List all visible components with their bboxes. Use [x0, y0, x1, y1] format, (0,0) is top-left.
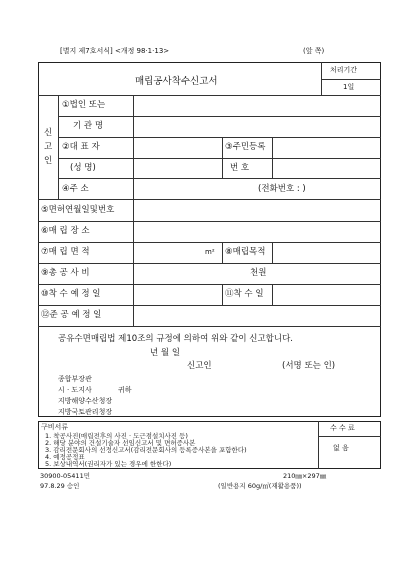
paper-size: 210㎜×297㎜: [283, 472, 327, 480]
address-field[interactable]: [134, 179, 380, 199]
agency-name-label: 기 관 명: [73, 121, 104, 131]
attachment-item-3: 3. 감리전문회사의 선정신고서(감리전문회사의 등록증사본을 포함한다): [45, 446, 247, 454]
honorific: 귀하: [118, 386, 132, 394]
signer-label: 신고인: [187, 361, 212, 371]
total-cost-field[interactable]: [134, 264, 380, 284]
form-title: 매립공사착수신고서: [135, 76, 218, 87]
license-date-label: ⑤면허연월일및번호: [41, 205, 115, 215]
processing-period-value: 1일: [343, 83, 355, 91]
attachment-item-5: 5. 보상내역서(권리자가 있는 경우에 한한다): [45, 460, 172, 468]
location-label: ⑥매 립 장 소: [41, 226, 90, 236]
purpose-label: ⑧매립목적: [225, 247, 266, 257]
planned-start-field[interactable]: [134, 285, 221, 305]
applicant-side-label-3: 인: [44, 156, 53, 166]
planned-completion-label: ⑫준 공 예 정 일: [41, 310, 102, 320]
approval-date: 97.8.29 승인: [40, 482, 80, 490]
resident-reg-label: ③주민등록: [225, 142, 266, 152]
processing-period-label: 처리기간: [330, 66, 358, 74]
attachment-item-4: 4. 예정공정표: [45, 453, 85, 461]
representative-field[interactable]: [134, 138, 221, 158]
attachment-item-2: 2. 해당 분야의 건설기술자 선임신고서 및 면허증사본: [45, 439, 196, 447]
area-unit: m²: [205, 248, 215, 256]
address-label: ④주 소: [62, 184, 89, 194]
form-reference: [별지 제7호서식] <개정 98·1·13>: [60, 47, 170, 55]
corp-name-field[interactable]: [134, 96, 380, 116]
fee-value: 없 음: [333, 444, 349, 452]
attachment-item-1: 1. 착공사진(매립전후의 사진 · 도근점설치사진 등): [45, 432, 188, 440]
declaration-statement: 공유수면매립법 제10조의 규정에 의하여 위와 같이 신고합니다.: [58, 334, 294, 344]
planned-start-label: ⑩착 수 예 정 일: [41, 289, 101, 299]
agency-name-field[interactable]: [134, 117, 380, 137]
corp-name-label: ①법인 또는: [62, 100, 106, 110]
applicant-side-label-2: 고: [44, 142, 53, 152]
resident-reg-number-label: 번 호: [230, 163, 250, 173]
rep-name-field[interactable]: [134, 159, 221, 178]
recipient-4: 지방국토관리청장: [58, 408, 113, 416]
recipient-3: 지방해양수산청장: [58, 397, 113, 405]
purpose-field[interactable]: [273, 243, 380, 263]
fee-label: 수 수 료: [330, 424, 355, 432]
recipient-1: 종합부장관: [58, 375, 92, 383]
total-cost-label: ⑨총 공 사 비: [41, 268, 90, 278]
start-date-field[interactable]: [273, 285, 380, 305]
declaration-date-line: 년 월 일: [150, 348, 181, 358]
paper-spec: (일반용지 60g/㎡(재활용품)): [218, 482, 302, 490]
phone-label: (전화번호 : ): [258, 184, 306, 194]
sign-note: (서명 또는 인): [282, 361, 336, 371]
cost-unit: 천원: [250, 268, 267, 278]
area-field[interactable]: [134, 243, 221, 263]
start-date-label: ⑪착 수 일: [225, 289, 264, 299]
attachments-title: 구비서류: [41, 423, 69, 431]
rep-name-label: (성 명): [70, 163, 96, 173]
page-side-label: (앞 쪽): [303, 47, 325, 55]
resident-reg-field[interactable]: [273, 138, 380, 178]
area-label: ⑦매 립 면 적: [41, 247, 90, 257]
form-code: 30900-05411민: [40, 472, 90, 480]
applicant-side-label-1: 신: [44, 128, 53, 138]
planned-completion-field[interactable]: [134, 306, 380, 326]
representative-label: ②대 표 자: [62, 142, 100, 152]
location-field[interactable]: [134, 222, 380, 242]
recipient-2: 시 · 도지사: [58, 386, 92, 394]
signature-field[interactable]: [215, 357, 280, 371]
license-date-field[interactable]: [134, 200, 380, 221]
